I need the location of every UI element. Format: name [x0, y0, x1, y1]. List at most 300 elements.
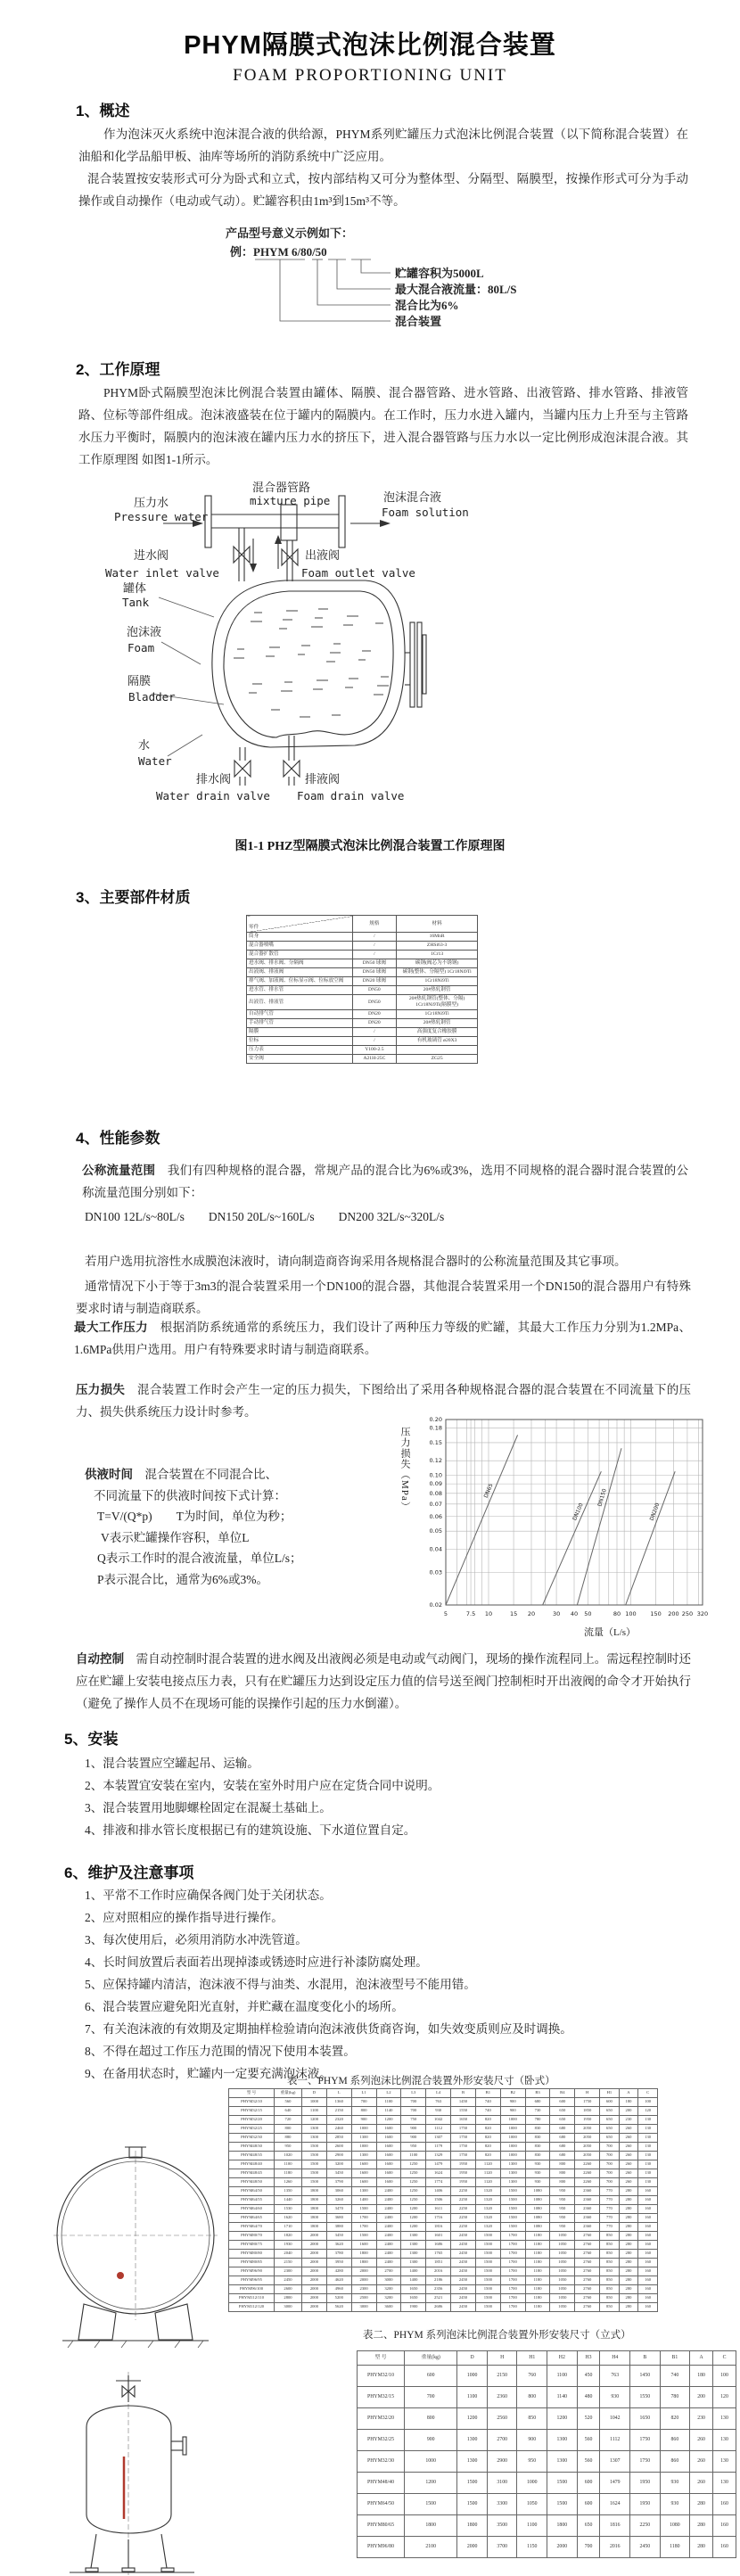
- table-cell: 280: [619, 2294, 638, 2303]
- table-cell: PHYM32/20: [229, 2116, 275, 2125]
- table-row: [247, 933, 478, 942]
- x-tick-label: 40: [570, 1610, 579, 1617]
- table-cell: 770: [600, 2214, 620, 2223]
- table-cell: 680: [550, 2152, 575, 2160]
- table-cell: 1180: [525, 2232, 550, 2241]
- column-header: 型 号: [229, 2089, 275, 2098]
- table-cell: 1750: [451, 2143, 476, 2152]
- column-header: B3: [525, 2089, 550, 2098]
- table-cell: 1112: [426, 2125, 451, 2134]
- table-cell: 820: [660, 2408, 690, 2430]
- table-cell: 130: [713, 2430, 736, 2451]
- table2-caption: 表二、PHYM 系列泡沫比例混合装置外形安装尺寸（立式）: [363, 2330, 631, 2341]
- table-cell: 1179: [426, 2143, 451, 2152]
- table-cell: 1500: [475, 2267, 500, 2276]
- y-tick-label: 0.10: [429, 1471, 442, 1479]
- table-cell: 2450: [451, 2285, 476, 2294]
- table-cell: 1500: [351, 2205, 376, 2214]
- pressure-loss-paragraph: 压力损失 混合装置工作时会产生一定的压力损失，下图给出了采用各种规格混合器的混合装置在不同流量下的压力、损失供系统压力设计时参考。: [76, 1383, 692, 1419]
- table-cell: 1200: [302, 2116, 327, 2125]
- table-cell: 600: [577, 2473, 600, 2494]
- table-cell: 1600: [351, 2160, 376, 2169]
- table-cell: 160: [638, 2285, 658, 2294]
- table-cell: 850: [600, 2303, 620, 2312]
- page-title: PHYM隔膜式泡沫比例混合装置: [184, 31, 556, 60]
- supply-line-3: T=V/(Q*p) T为时间，单位为秒；: [97, 1510, 292, 1523]
- table-cell: 混合器喷嘴: [247, 942, 353, 951]
- table-cell: PHYM64/50: [358, 2494, 405, 2515]
- column-header: 重量(kg): [405, 2351, 457, 2366]
- table-cell: 2900: [326, 2152, 351, 2160]
- table-row: [229, 2276, 658, 2285]
- section-6-heading: 6、维护及注意事项: [64, 1864, 194, 1881]
- table-cell: PHYM48/40: [229, 2160, 275, 2169]
- table-cell: 950: [550, 2196, 575, 2205]
- table-cell: 1180: [525, 2250, 550, 2259]
- table-cell: 1700: [500, 2303, 525, 2312]
- foam-outlet-label-cn: 出液阀: [305, 548, 341, 562]
- table-cell: PHYM32/10: [229, 2098, 275, 2107]
- table-row: [247, 1019, 478, 1028]
- table-cell: 2300: [275, 2267, 302, 2276]
- table-cell: 700: [600, 2143, 620, 2152]
- column-header: 重量(kg): [275, 2089, 302, 2098]
- table-cell: 850: [600, 2232, 620, 2241]
- table-cell: 3700: [487, 2537, 517, 2558]
- table-cell: 280: [619, 2187, 638, 2196]
- table-cell: PHYM64/50: [229, 2187, 275, 2196]
- table-cell: 700: [600, 2160, 620, 2169]
- table-cell: 1300: [457, 2451, 488, 2473]
- table-cell: 1500: [475, 2303, 500, 2312]
- ground-hatching: [68, 2341, 203, 2348]
- table-cell: A21H-25C: [352, 1055, 397, 1064]
- tank-body: [86, 2406, 171, 2533]
- table-cell: 20#热轧钢管: [397, 986, 478, 995]
- table-cell: 1050: [550, 2250, 575, 2259]
- table-cell: 1050: [550, 2259, 575, 2267]
- table-cell: 1479: [426, 2160, 451, 2169]
- table-cell: 740: [660, 2366, 690, 2387]
- table-cell: 2360: [487, 2387, 517, 2408]
- table-cell: 2250: [451, 2196, 476, 2205]
- supply-line-5: Q表示工作时的混合液流量，单位L/s；: [97, 1551, 302, 1565]
- table-cell: DN20: [352, 1019, 397, 1028]
- table-cell: 1000: [351, 2143, 376, 2152]
- table-cell: 3200: [326, 2160, 351, 2169]
- table-cell: 手动排气管: [247, 1019, 353, 1028]
- column-header: H: [575, 2089, 600, 2098]
- table-cell: 650: [600, 2134, 620, 2143]
- table-cell: 2400: [376, 2250, 401, 2259]
- table-cell: 1550: [451, 2107, 476, 2116]
- table-cell: 1450: [630, 2366, 661, 2387]
- table-cell: 900: [500, 2107, 525, 2116]
- table-cell: 1816: [426, 2223, 451, 2232]
- table-cell: 1300: [457, 2430, 488, 2451]
- table-cell: PHYM32/25: [358, 2430, 405, 2451]
- table-cell: 2450: [451, 2294, 476, 2303]
- table-row: [229, 2116, 658, 2125]
- column-header: 规格: [352, 916, 397, 933]
- table-cell: 260: [690, 2451, 713, 2473]
- table-cell: 1750: [451, 2125, 476, 2134]
- table-cell: 2521: [426, 2294, 451, 2303]
- table-cell: PHYM96/100: [229, 2285, 275, 2294]
- table-cell: 2000: [302, 2250, 327, 2259]
- table-cell: 1500: [302, 2143, 327, 2152]
- table-cell: 4280: [326, 2267, 351, 2276]
- section-3-heading: 3、主要部件材质: [76, 889, 191, 906]
- table-cell: 1000: [517, 2473, 547, 2494]
- column-header: L: [326, 2089, 351, 2098]
- table-cell: 820: [475, 2134, 500, 2143]
- table-cell: /: [352, 942, 397, 951]
- table-cell: 1300: [547, 2451, 578, 2473]
- table-cell: 820: [475, 2116, 500, 2125]
- table-cell: 2250: [451, 2187, 476, 2196]
- table-cell: PHYM64/70: [229, 2223, 275, 2232]
- table-cell: 有机玻璃管 ø20X3: [397, 1037, 478, 1046]
- table-cell: 混合器扩散管: [247, 951, 353, 959]
- table-cell: 2186: [426, 2276, 451, 2285]
- table-row: [229, 2285, 658, 2294]
- table-cell: 800: [550, 2178, 575, 2187]
- table-cell: 1950: [575, 2116, 600, 2125]
- table-cell: 1650: [451, 2116, 476, 2125]
- supply-line-6: P表示混合比，通常为6%或3%。: [97, 1572, 268, 1586]
- table-cell: 2150: [275, 2259, 302, 2267]
- water-label-en: Water: [138, 754, 172, 768]
- table-cell: 3950: [326, 2259, 351, 2267]
- table-cell: 1100: [275, 2160, 302, 2169]
- table-cell: 1800: [302, 2187, 327, 2196]
- table-cell: 260: [619, 2143, 638, 2152]
- table-row: [229, 2143, 658, 2152]
- column-header: D: [457, 2351, 488, 2366]
- table-cell: 1700: [500, 2241, 525, 2250]
- table-row: [229, 2098, 658, 2107]
- table-cell: 1200: [401, 2214, 426, 2223]
- table-cell: 2320: [326, 2116, 351, 2125]
- table-cell: PHYM48/35: [229, 2152, 275, 2160]
- table-cell: 1050: [550, 2303, 575, 2312]
- table-cell: 120: [713, 2387, 736, 2408]
- table-cell: 2360: [575, 2187, 600, 2196]
- table-cell: PHYM32/30: [229, 2134, 275, 2143]
- tank-label-cn: 罐体: [123, 581, 147, 595]
- table-cell: 1800: [302, 2223, 327, 2232]
- table-cell: 2250: [630, 2515, 661, 2537]
- table-cell: 650: [577, 2515, 600, 2537]
- table-cell: 1140: [376, 2107, 401, 2116]
- table-cell: 1600: [351, 2241, 376, 2250]
- table-cell: PHYM112/120: [229, 2303, 275, 2312]
- chart-y-axis-label: 压力损失（MPa）: [399, 1427, 410, 1512]
- table-cell: 850: [600, 2250, 620, 2259]
- table-cell: 830: [525, 2152, 550, 2160]
- table-cell: 1080: [525, 2214, 550, 2223]
- down-arrow-icon: [250, 539, 257, 572]
- table-row: [229, 2160, 658, 2169]
- table-cell: 1300: [401, 2250, 426, 2259]
- table-cell: 1500: [547, 2473, 578, 2494]
- table-cell: 1180: [275, 2169, 302, 2178]
- table-cell: 1750: [630, 2430, 661, 2451]
- list-item: 4、排液和排水管长度根据已有的建筑设施、下水道位置自定。: [85, 1823, 416, 1837]
- table-cell: 650: [600, 2116, 620, 2125]
- table-cell: 1500: [302, 2160, 327, 2169]
- x-tick-label: 150: [650, 1610, 662, 1617]
- list-item: 2、本装置宜安装在室内，安装在室外时用户应在定货合同中说明。: [85, 1779, 440, 1792]
- table-header-row: [229, 2089, 658, 2098]
- y-tick-label: 0.06: [429, 1512, 442, 1520]
- table-cell: 700: [401, 2107, 426, 2116]
- table-cell: 160: [638, 2223, 658, 2232]
- table-cell: 1300: [401, 2259, 426, 2267]
- y-tick-label: 0.09: [429, 1480, 442, 1488]
- table-cell: PHYM112/110: [229, 2294, 275, 2303]
- table-cell: 2450: [451, 2250, 476, 2259]
- table-cell: PHYM80/85: [229, 2259, 275, 2267]
- table-cell: 1800: [302, 2196, 327, 2205]
- auto-control-paragraph: 自动控制 需自动控制时混合装置的进水阀及出液阀必须是电动或气动阀门，现场的操作流程同上。需远程控制时还应在贮罐上安装电接点压力表，只有在贮罐压力达到设定压力值的信号送至阀门控制柜时开出液阀的命令才开始执行（避免了操作人员不在现场可能的误操作引起的压力水倒灌）。: [76, 1652, 692, 1710]
- table-cell: 130: [638, 2178, 658, 2187]
- table-cell: 770: [600, 2187, 620, 2196]
- table-cell: 1750: [451, 2152, 476, 2160]
- foam-outlet-label-en: Foam outlet valve: [301, 566, 415, 580]
- table-cell: 560: [577, 2451, 600, 2473]
- table-row: [247, 951, 478, 959]
- table-cell: PHYM32/15: [229, 2107, 275, 2116]
- table-cell: 900: [500, 2098, 525, 2107]
- principle-diagram: [78, 481, 662, 813]
- table-cell: 780: [660, 2387, 690, 2408]
- y-tick-label: 0.20: [429, 1416, 442, 1423]
- table-cell: 排气阀、加液阀、位标显示阀、位标放空阀: [247, 977, 353, 986]
- table-row: [229, 2214, 658, 2223]
- table-cell: 2260: [575, 2160, 600, 2169]
- table-cell: 1950: [451, 2178, 476, 2187]
- table-cell: 900: [351, 2116, 376, 2125]
- table-cell: 3000: [275, 2303, 302, 2312]
- table-cell: ZHSi63-3: [397, 942, 478, 951]
- table-cell: PHYM96/95: [229, 2276, 275, 2285]
- table-cell: 1816: [600, 2515, 630, 2537]
- table-cell: PHYM64/55: [229, 2196, 275, 2205]
- table-cell: 1600: [376, 2125, 401, 2134]
- mixture-pipe-lines: [211, 514, 339, 528]
- table-cell: 930: [660, 2494, 690, 2515]
- table-cell: 1750: [575, 2098, 600, 2107]
- table-cell: 1020: [275, 2152, 302, 2160]
- table-cell: 1000: [500, 2116, 525, 2125]
- table-cell: 200: [619, 2107, 638, 2116]
- table-cell: 950: [275, 2143, 302, 2152]
- table-cell: 160: [638, 2250, 658, 2259]
- table-cell: 280: [619, 2259, 638, 2267]
- table-cell: 1120: [475, 2169, 500, 2178]
- table-cell: 900: [401, 2125, 426, 2134]
- table-cell: 1750: [630, 2451, 661, 2473]
- list-item: 5、应保持罐内清洁，泡沫液不得与油类、水混用，泡沫液型号不能用错。: [85, 1978, 476, 1991]
- table-cell: 1112: [600, 2430, 630, 2451]
- table-cell: 3790: [326, 2178, 351, 2187]
- table-cell: 压力表: [247, 1046, 353, 1055]
- table-cell: 1530: [275, 2205, 302, 2214]
- table-cell: 20#热轧钢管(整体、分隔) 1Cr18Ni9Ti(隔膜型): [397, 995, 478, 1010]
- table-cell: 2360: [575, 2196, 600, 2205]
- table-cell: DN50: [352, 995, 397, 1010]
- table-cell: 1250: [401, 2187, 426, 2196]
- table-cell: 820: [475, 2152, 500, 2160]
- table-cell: 130: [638, 2169, 658, 2178]
- table-cell: 2000: [302, 2241, 327, 2250]
- table-cell: 1506: [426, 2196, 451, 2205]
- table-cell: 1300: [500, 2178, 525, 2187]
- table-cell: 位标: [247, 1037, 353, 1046]
- table-cell: 5620: [326, 2303, 351, 2312]
- table-cell: 280: [619, 2196, 638, 2205]
- series-line-DN200: [626, 1471, 675, 1605]
- table-cell: PHYM64/65: [229, 2214, 275, 2223]
- table-cell: 2760: [575, 2294, 600, 2303]
- column-header: L4: [426, 2089, 451, 2098]
- table-cell: 碳钢(阀芯为不锈钢): [397, 959, 478, 968]
- table-cell: 950: [401, 2143, 426, 2152]
- table-cell: 1774: [426, 2178, 451, 2187]
- table-cell: PHYM48/40: [358, 2473, 405, 2494]
- table-cell: 2450: [451, 2303, 476, 2312]
- table-cell: 280: [619, 2223, 638, 2232]
- table-cell: 1100: [401, 2152, 426, 2160]
- table-cell: 1500: [475, 2259, 500, 2267]
- y-tick-label: 0.08: [429, 1489, 442, 1497]
- table-cell: 1250: [401, 2169, 426, 2178]
- table-cell: 160: [638, 2276, 658, 2285]
- list-item: 9、在备用状态时，贮罐内一定要充满泡沫液。: [85, 2067, 332, 2080]
- table-cell: 3260: [326, 2196, 351, 2205]
- table-cell: 3470: [326, 2205, 351, 2214]
- table-cell: 1930: [275, 2241, 302, 2250]
- y-tick-label: 0.03: [429, 1568, 442, 1576]
- table-cell: 1000: [457, 2366, 488, 2387]
- table-cell: 750: [401, 2116, 426, 2125]
- table-cell: 进水阀、排水阀、分隔阀: [247, 959, 353, 968]
- table-cell: 2400: [376, 2259, 401, 2267]
- table-cell: 260: [619, 2178, 638, 2187]
- table-cell: 700: [600, 2169, 620, 2178]
- table-cell: DN50 球阀: [352, 959, 397, 968]
- table-cell: 1500: [475, 2294, 500, 2303]
- water-drain-label-cn: 排水阀: [196, 772, 232, 786]
- table-cell: 2000: [302, 2267, 327, 2276]
- table-row: [358, 2430, 736, 2451]
- table-cell: 1600: [376, 2160, 401, 2169]
- table1-caption: 表一、PHYM 系列泡沫比例混合装置外形安装尺寸（卧式）: [287, 2076, 555, 2086]
- legs: [86, 2534, 174, 2572]
- table-cell: 850: [600, 2276, 620, 2285]
- model-designation-figure: [223, 223, 642, 334]
- table-cell: 1180: [525, 2267, 550, 2276]
- table-cell: 2360: [575, 2214, 600, 2223]
- table-cell: 1320: [475, 2205, 500, 2214]
- table-row: [229, 2259, 658, 2267]
- table-header-row: [247, 916, 478, 933]
- table-cell: 1600: [376, 2134, 401, 2143]
- table-cell: 1950: [630, 2494, 661, 2515]
- tank-label-en: Tank: [122, 596, 150, 609]
- table-cell: 1000: [302, 2098, 327, 2107]
- table-cell: 1500: [405, 2494, 457, 2515]
- table-row: [247, 959, 478, 968]
- section-2-paragraph: PHYM卧式隔膜型泡沫比例混合装置由罐体、隔膜、混合器管路、进水管路、出液管路、排水管路、排液管路、位标等部件组成。泡沫液盛装在位于罐内的隔膜内。在工作时，压力水进入罐内，当罐内压力上升至与主管路水压力平衡时，隔膜内的泡沫液在罐内压力水的挤压下，进入混合器管路与压力水以一定比例形成泡沫混合液。其工作原理图 如图1-1所示。: [78, 386, 688, 466]
- column-header: H1: [517, 2351, 547, 2366]
- table-cell: 280: [619, 2232, 638, 2241]
- table-cell: 3880: [326, 2223, 351, 2232]
- table-cell: 1100: [457, 2387, 488, 2408]
- table-row: [229, 2178, 658, 2187]
- table-cell: PHYM96/90: [229, 2267, 275, 2276]
- usual-paragraph: 通常情况下小于等于3m3的混合装置采用一个DN100的混合器，其他混合装置采用一个DN150的混合器用户有特殊要求时请与制造商联系。: [76, 1280, 691, 1315]
- table-cell: 1140: [547, 2387, 578, 2408]
- table-cell: 1Cr18Ni9Ti: [397, 1010, 478, 1019]
- table-cell: 1800: [457, 2515, 488, 2537]
- table-cell: 3200: [376, 2285, 401, 2294]
- table-cell: 130: [638, 2143, 658, 2152]
- column-header: C: [638, 2089, 658, 2098]
- table-cell: 130: [638, 2125, 658, 2134]
- table-cell: 3450: [326, 2169, 351, 2178]
- table-cell: 2450: [451, 2241, 476, 2250]
- x-tick-label: 15: [509, 1610, 518, 1617]
- table-row: [247, 995, 478, 1010]
- table-cell: 820: [475, 2143, 500, 2152]
- table-cell: 3000: [351, 2303, 376, 2312]
- table-cell: 280: [690, 2494, 713, 2515]
- table-cell: 950: [517, 2451, 547, 2473]
- table-cell: 1300: [351, 2187, 376, 2196]
- table-cell: 1300: [302, 2134, 327, 2143]
- section-2-heading: 2、工作原理: [76, 361, 160, 378]
- table-cell: 1800: [302, 2214, 327, 2223]
- flow-range-paragraph: 公称流量范围 我们有四种规格的混合器，常规产品的混合比为6%或3%，选用不同规格的混合器时混合装置的公称流量范围分别如下：: [82, 1164, 688, 1199]
- table-cell: 830: [525, 2134, 550, 2143]
- table-cell: 2500: [351, 2294, 376, 2303]
- table-cell: 1050: [550, 2241, 575, 2250]
- table-cell: 130: [638, 2152, 658, 2160]
- table-cell: 280: [619, 2285, 638, 2294]
- table-cell: 160: [638, 2241, 658, 2250]
- table-cell: 2760: [575, 2303, 600, 2312]
- table-cell: 160: [638, 2187, 658, 2196]
- table-cell: 自动排气管: [247, 1010, 353, 1019]
- table-cell: 16MnR: [397, 933, 478, 942]
- supply-time-block: [85, 1464, 379, 1590]
- table-cell: 160: [638, 2267, 658, 2276]
- x-tick-label: 7.5: [465, 1610, 476, 1617]
- table-cell: 100: [713, 2366, 736, 2387]
- table-cell: 1200: [547, 2408, 578, 2430]
- table-cell: 2000: [547, 2537, 578, 2558]
- table-cell: 2400: [376, 2187, 401, 2196]
- column-header: H4: [600, 2351, 630, 2366]
- mixture-pipe-label-en: mixture pipe: [250, 494, 331, 507]
- table-cell: 1Cr18Ni9Ti: [397, 977, 478, 986]
- table-cell: 770: [600, 2205, 620, 2214]
- table-cell: 1600: [376, 2169, 401, 2178]
- table-cell: 2250: [451, 2214, 476, 2223]
